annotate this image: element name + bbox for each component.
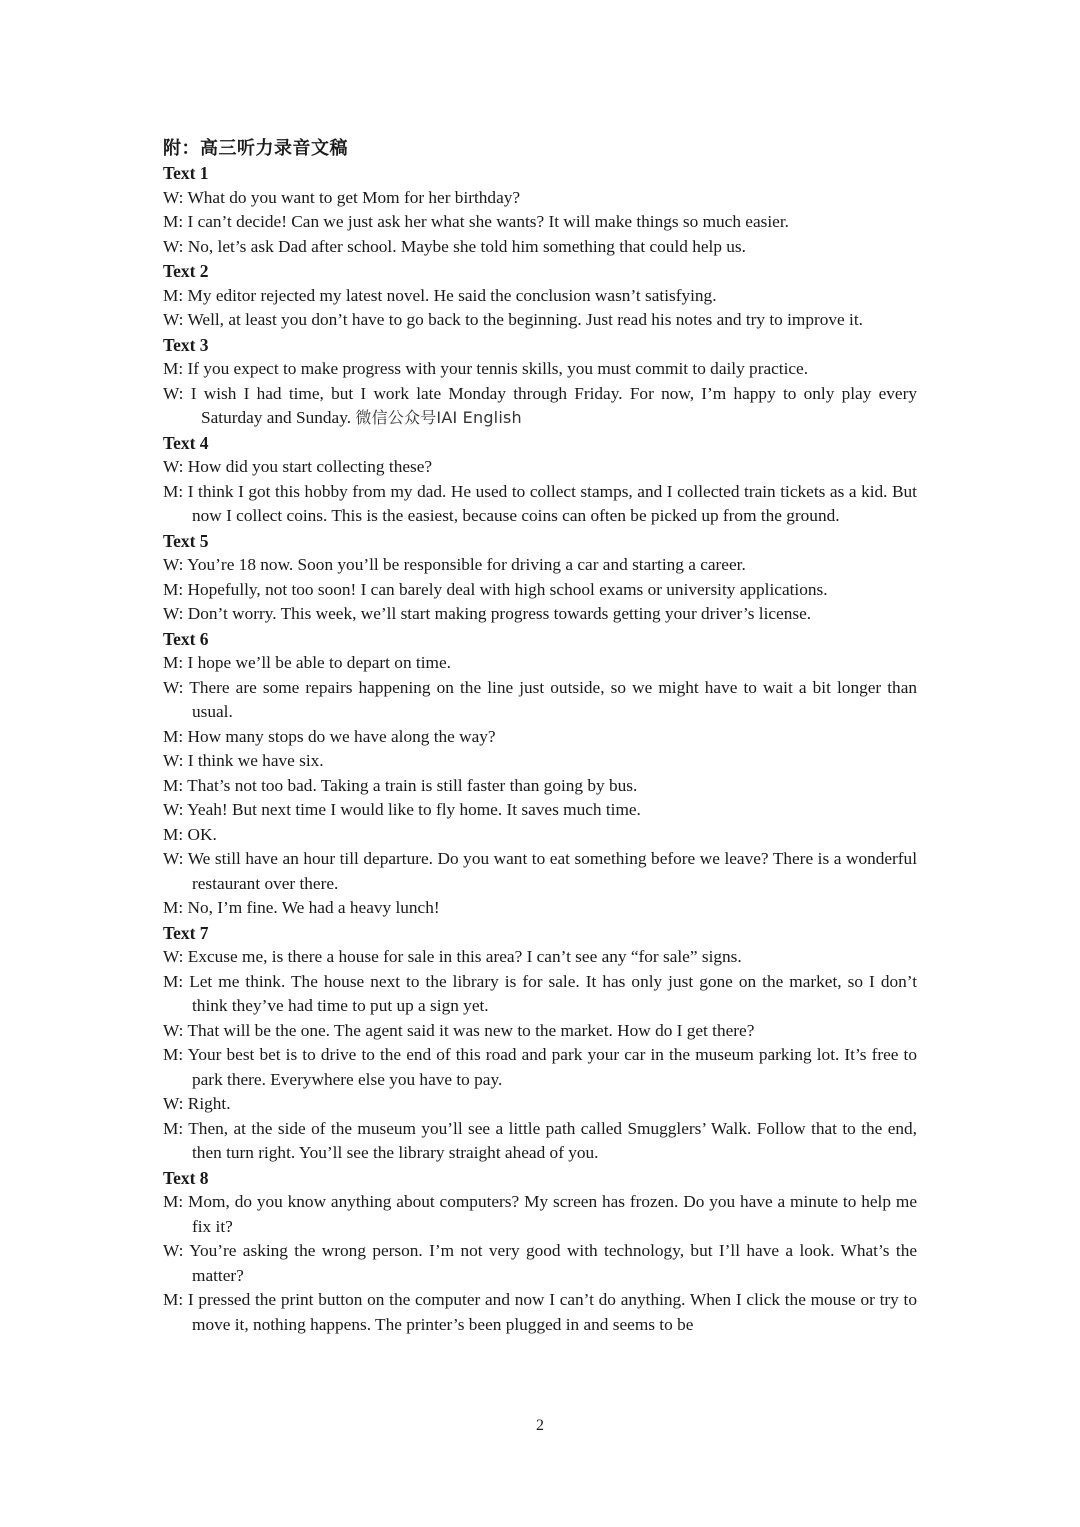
dialogue-line: W: I think we have six.	[163, 751, 324, 770]
section-heading: Text 1	[163, 163, 209, 183]
dialogue-line: M: Hopefully, not too soon! I can barely deal with high school exams or university applications.	[163, 579, 828, 599]
dialogue-line: W: That will be the one. The agent said it was new to the market. How do I get there?	[163, 1020, 755, 1040]
section-heading: Text 5	[163, 530, 209, 551]
dialogue-line: M: How many stops do we have along the way?	[163, 726, 496, 746]
section-text-1	[163, 161, 917, 259]
section-text-3	[163, 333, 917, 431]
section-heading: Text 8	[163, 1167, 209, 1188]
section-text-8	[163, 1166, 917, 1338]
section-text-7	[163, 921, 917, 1166]
dialogue-line: W: Don’t worry. This week, we’ll start making progress towards getting your driver’s license.	[163, 604, 812, 623]
section-text-4	[163, 431, 917, 529]
section-text-6	[163, 627, 917, 921]
section-heading: Text 7	[163, 922, 209, 943]
dialogue-line: W: Yeah! But next time I would like to fly home. It saves much time.	[163, 800, 641, 819]
section-text-2	[163, 259, 917, 333]
dialogue-line: M: I pressed the print button on the computer and now I can’t do anything. When I click the mouse or try to move it, nothing happens. The printer’s been plugged in and seems to be	[163, 1290, 917, 1334]
transcript-page	[163, 136, 917, 1337]
dialogue-line: M: That’s not too bad. Taking a train is still faster than going by bus.	[163, 775, 638, 795]
page-title: 附：高三听力录音文稿	[163, 138, 348, 158]
dialogue-line: M: Your best bet is to drive to the end of this road and park your car in the museum parking lot. It’s free to park there. Everywhere else you have to pay.	[163, 1045, 917, 1089]
dialogue-line: M: Let me think. The house next to the library is for sale. It has only just gone on the market, so I don’t think they’ve had time to put up a sign yet.	[163, 971, 917, 1015]
dialogue-line: W: You’re asking the wrong person. I’m not very good with technology, but I’ll have a look. What’s the matter?	[163, 1241, 917, 1285]
dialogue-line	[163, 382, 917, 431]
section-heading: Text 4	[163, 432, 209, 453]
dialogue-line: W: You’re 18 now. Soon you’ll be responsible for driving a car and starting a career.	[163, 555, 746, 574]
dialogue-line: M: My editor rejected my latest novel. He said the conclusion wasn’t satisfying.	[163, 285, 717, 305]
page-number: 2	[536, 1417, 544, 1434]
dialogue-line: M: I can’t decide! Can we just ask her what she wants? It will make things so much easier.	[163, 212, 789, 231]
section-text-5	[163, 529, 917, 627]
section-heading: Text 3	[163, 334, 209, 355]
watermark: 微信公众号IAI English	[355, 408, 522, 427]
section-heading: Text 2	[163, 261, 209, 281]
dialogue-line: M: If you expect to make progress with your tennis skills, you must commit to daily practice.	[163, 359, 809, 378]
dialogue-line: M: I hope we’ll be able to depart on time.	[163, 653, 451, 672]
dialogue-line: W: What do you want to get Mom for her birthday?	[163, 187, 521, 207]
dialogue-line: W: No, let’s ask Dad after school. Maybe she told him something that could help us.	[163, 236, 746, 256]
dialogue-line: M: I think I got this hobby from my dad. He used to collect stamps, and I collected train tickets as a kid. But now I collect coins. This is the easiest, because coins can often be picked up from the ground.	[163, 481, 917, 525]
dialogue-line: W: Excuse me, is there a house for sale in this area? I can’t see any “for sale” signs.	[163, 947, 742, 966]
dialogue-line: W: There are some repairs happening on the line just outside, so we might have to wait a bit longer than usual.	[163, 677, 917, 721]
dialogue-line: M: Then, at the side of the museum you’ll see a little path called Smugglers’ Walk. Follow that to the end, then turn right. You’ll see the library straight ahead of you.	[163, 1118, 917, 1162]
dialogue-line: W: Well, at least you don’t have to go back to the beginning. Just read his notes and try to improve it.	[163, 310, 863, 329]
dialogue-line: M: Mom, do you know anything about computers? My screen has frozen. Do you have a minute to help me fix it?	[163, 1192, 917, 1236]
section-heading: Text 6	[163, 628, 209, 649]
dialogue-line: W: We still have an hour till departure. Do you want to eat something before we leave? There is a wonderful restaurant over there.	[163, 849, 917, 893]
dialogue-line: M: OK.	[163, 824, 217, 844]
dialogue-text: W: I wish I had time, but I work late Monday through Friday. For now, I’m happy to only play every Saturday and Sunday.	[163, 383, 917, 427]
dialogue-line: M: No, I’m fine. We had a heavy lunch!	[163, 898, 440, 917]
dialogue-line: W: How did you start collecting these?	[163, 457, 433, 476]
dialogue-line: W: Right.	[163, 1094, 231, 1113]
